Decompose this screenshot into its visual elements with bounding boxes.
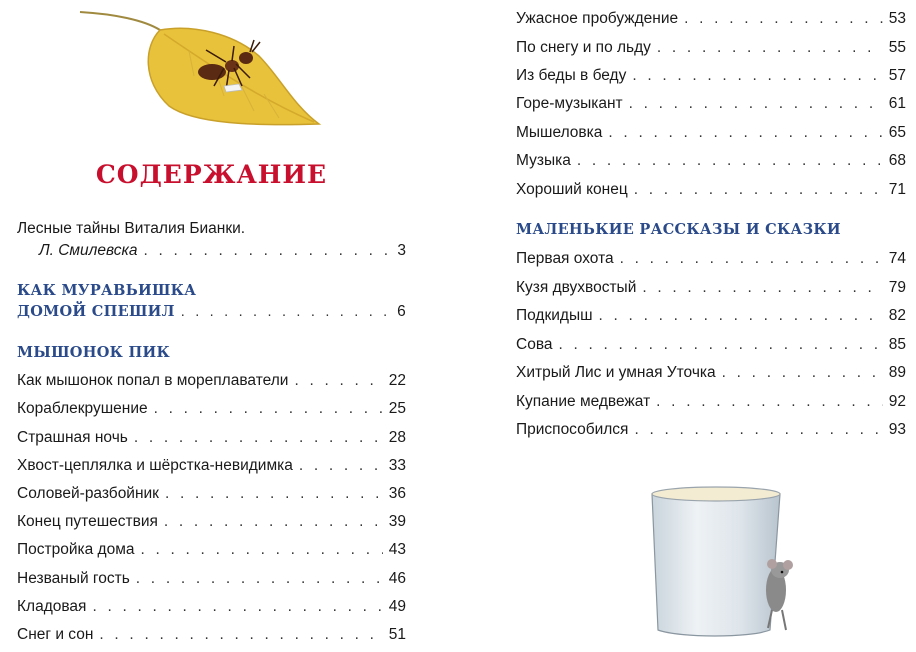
toc-entry[interactable] — [17, 539, 406, 561]
toc-entry-title: Соловей-разбойник — [17, 485, 159, 502]
toc-entry[interactable] — [17, 483, 406, 505]
toc-entry-title: По снегу и по льду — [516, 39, 651, 56]
toc-entry-title: Незваный гость — [17, 570, 130, 587]
leader-dots — [154, 398, 383, 420]
leader-dots — [134, 427, 383, 449]
toc-entry[interactable] — [17, 370, 406, 392]
leader-dots — [577, 150, 883, 172]
leader-dots — [634, 419, 882, 441]
leader-dots — [143, 240, 391, 262]
toc-entry-page: 82 — [888, 307, 906, 324]
toc-entry-page: 36 — [388, 485, 406, 502]
toc-entry-page: 93 — [888, 421, 906, 438]
leader-dots — [181, 301, 391, 323]
toc-entry-title: Кораблекрушение — [17, 400, 148, 417]
leader-dots — [164, 511, 383, 533]
toc-entry[interactable] — [516, 305, 906, 327]
leader-dots — [657, 37, 883, 59]
intro-line: Лесные тайны Виталия Бианки. — [17, 220, 246, 237]
leader-dots — [136, 568, 383, 590]
toc-entry-page: 61 — [888, 95, 906, 112]
toc-entry[interactable] — [516, 65, 906, 87]
toc-entry[interactable] — [516, 93, 906, 115]
toc-entry-page: 49 — [388, 598, 406, 615]
toc-entry-page: 33 — [388, 457, 406, 474]
toc-entry-title: Страшная ночь — [17, 429, 128, 446]
toc-entry[interactable] — [516, 362, 906, 384]
leader-dots — [620, 248, 883, 270]
toc-entry[interactable] — [17, 427, 406, 449]
toc-entry[interactable] — [516, 391, 906, 413]
toc-entry-page: 25 — [388, 400, 406, 417]
toc-entry-title: Сова — [516, 336, 553, 353]
toc-entry-page: 85 — [888, 336, 906, 353]
toc-entry-title: Хороший конец — [516, 181, 628, 198]
toc-entry-page: 43 — [388, 541, 406, 558]
toc-entry-page: 68 — [888, 152, 906, 169]
toc-entry-title: Как мышонок попал в мореплаватели — [17, 372, 289, 389]
leader-dots — [599, 305, 883, 327]
toc-entry[interactable] — [516, 8, 906, 30]
toc-entry-title: Постройка дома — [17, 541, 135, 558]
leader-dots — [299, 455, 383, 477]
toc-entry-page: 22 — [388, 372, 406, 389]
leaf-ant-illustration — [74, 6, 324, 131]
section-heading: ДОМОЙ СПЕШИЛ — [17, 303, 175, 320]
leader-dots — [632, 65, 882, 87]
toc-entry-title: Подкидыш — [516, 307, 593, 324]
toc-entry-page: 39 — [388, 513, 406, 530]
toc-entry-page: 6 — [397, 303, 406, 320]
leader-dots — [294, 370, 382, 392]
toc-entry-page: 92 — [888, 393, 906, 410]
toc-entry-page: 79 — [888, 279, 906, 296]
toc-entry[interactable] — [17, 596, 406, 618]
toc-entry[interactable] — [516, 122, 906, 144]
leader-dots — [559, 334, 883, 356]
section-heading: КАК МУРАВЬИШКА — [17, 282, 197, 299]
section-heading: МАЛЕНЬКИЕ РАССКАЗЫ И СКАЗКИ — [516, 221, 841, 238]
leader-dots — [722, 362, 883, 384]
toc-entry-title: Горе-музыкант — [516, 95, 623, 112]
leader-dots — [141, 539, 383, 561]
toc-entry[interactable] — [17, 568, 406, 590]
toc-entry[interactable] — [516, 150, 906, 172]
toc-entry[interactable] — [516, 419, 906, 441]
leader-dots — [608, 122, 882, 144]
toc-entry-page: 65 — [888, 124, 906, 141]
toc-entry[interactable] — [17, 624, 406, 646]
toc-entry-section1[interactable] — [17, 301, 406, 323]
toc-entry-title: Ужасное пробуждение — [516, 10, 679, 27]
leader-dots — [629, 93, 883, 115]
toc-entry[interactable] — [516, 277, 906, 299]
toc-entry-title: Приспособился — [516, 421, 629, 438]
section-heading: МЫШОНОК ПИК — [17, 344, 170, 361]
leader-dots — [656, 391, 883, 413]
page-title: СОДЕРЖАНИЕ — [95, 160, 328, 189]
toc-entry[interactable] — [516, 334, 906, 356]
toc-entry-page: 89 — [888, 364, 906, 381]
toc-entry-page: 74 — [888, 250, 906, 267]
toc-entry[interactable] — [516, 37, 906, 59]
toc-entry-page: 51 — [388, 626, 406, 643]
toc-entry-page: 28 — [388, 429, 406, 446]
toc-entry-title: Кузя двухвостый — [516, 279, 637, 296]
toc-entry-page: 55 — [888, 39, 906, 56]
toc-entry-title: Хвост-цеплялка и шёрстка-невидимка — [17, 457, 293, 474]
toc-entry[interactable] — [17, 455, 406, 477]
toc-entry-page: 3 — [397, 242, 406, 259]
toc-entry-title: Конец путешествия — [17, 513, 158, 530]
toc-entry-intro[interactable] — [39, 240, 406, 262]
toc-entry[interactable] — [17, 398, 406, 420]
leader-dots — [684, 8, 883, 30]
leader-dots — [634, 179, 883, 201]
toc-entry[interactable] — [516, 179, 906, 201]
toc-entry-page: 46 — [388, 570, 406, 587]
bucket-mouse-illustration — [640, 480, 805, 640]
toc-entry[interactable] — [17, 511, 406, 533]
toc-entry-page: 53 — [888, 10, 906, 27]
toc-entry-title: Первая охота — [516, 250, 614, 267]
toc-entry-title: Л. Смилевска — [39, 242, 138, 259]
toc-entry-title: Снег и сон — [17, 626, 94, 643]
toc-entry-title: Из беды в беду — [516, 67, 627, 84]
toc-entry-title: Музыка — [516, 152, 571, 169]
toc-entry-page: 57 — [888, 67, 906, 84]
toc-entry-title: Кладовая — [17, 598, 87, 615]
toc-entry[interactable] — [516, 248, 906, 270]
toc-entry-title: Мышеловка — [516, 124, 603, 141]
toc-entry-page: 71 — [888, 181, 906, 198]
leader-dots — [642, 277, 882, 299]
leader-dots — [92, 596, 382, 618]
leader-dots — [165, 483, 383, 505]
leader-dots — [99, 624, 382, 646]
toc-entry-title: Купание медвежат — [516, 393, 651, 410]
toc-entry-title: Хитрый Лис и умная Уточка — [516, 364, 716, 381]
